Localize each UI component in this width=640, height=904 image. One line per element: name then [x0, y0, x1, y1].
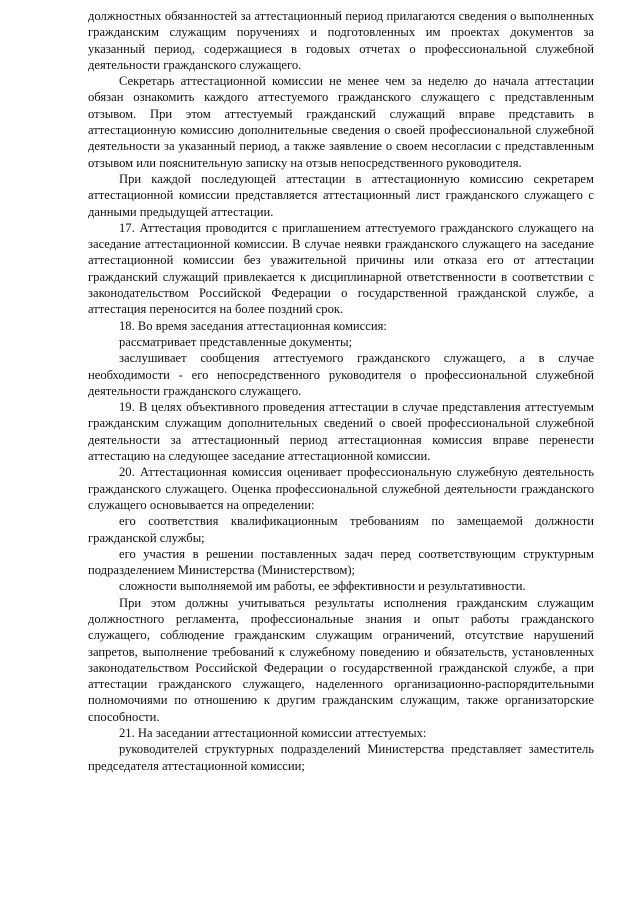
- paragraph-19: 19. В целях объективного проведения аттестации в случае представления аттестуемым гражданским служащим дополнительных сведений о своей профессиональной служебной деятельности за аттестационный период аттестационная комиссия вправе перенести аттестацию на следующее заседание аттестационной комиссии.: [88, 400, 594, 464]
- paragraph-18: 18. Во время заседания аттестационная комиссия:: [119, 318, 387, 333]
- paragraph-18-item-1: рассматривает представленные документы;: [119, 334, 353, 349]
- paragraph-20-item-1: его соответствия квалификационным требованиям по замещаемой должности гражданской службы;: [88, 514, 594, 545]
- paragraph-continuation: должностных обязанностей за аттестационный период прилагаются сведения о выполненных гражданским служащим поручениях и подготовленных им проектах документов за указанный период, содержащиеся в годовых отчетах о профессиональной служебной деятельности гражданского служащего.: [88, 9, 594, 72]
- paragraph-17: 17. Аттестация проводится с приглашением аттестуемого гражданского служащего на заседание аттестационной комиссии. В случае неявки гражданского служащего на заседание аттестационной комиссии без уважительной причины или отказа его от аттестации гражданский служащий привлекается к дисциплинарной ответственности в соответствии с законодательством Российской Федерации о государственной гражданской службе, а аттестация переносится на более поздний срок.: [88, 220, 594, 317]
- paragraph-20-item-2: его участия в решении поставленных задач перед соответствующим структурным подразделением Министерства (Министерством);: [88, 546, 594, 578]
- paragraph-18-item-2: заслушивает сообщения аттестуемого гражданского служащего, а в случае необходимости - его непосредственного руководителя о профессиональной служебной деятельности гражданского служащего.: [88, 351, 594, 398]
- paragraph-evaluation-criteria: При этом должны учитываться результаты исполнения гражданским служащим должностного регламента, профессиональные знания и опыт работы гражданского служащего, соблюдение гражданским служащим ограничений, отсутствие нарушений запретов, выполнение требований к служебному поведению и обязательств, установленных законодательством Российской Федерации о государственной гражданской службе, а при аттестации гражданского служащего, наделенного организационно-распорядительными полномочиями по отношению к другим гражданским служащим, также организаторские способности.: [88, 595, 594, 724]
- paragraph-previous-attestation: При каждой последующей аттестации в аттестационную комиссию секретарем аттестационной комиссии представляется аттестационный лист гражданского служащего с данными предыдущей аттестации.: [88, 171, 594, 219]
- paragraph-21-item-1: руководителей структурных подразделений Министерства представляет заместитель председателя аттестационной комиссии;: [88, 742, 594, 773]
- paragraph-secretary-review: Секретарь аттестационной комиссии не менее чем за неделю до начала аттестации обязан ознакомить каждого аттестуемого гражданского служащего с представленным отзывом. При этом аттестуемый гражданский служащий вправе представить в аттестационную комиссию дополнительные сведения о своей профессиональной служебной деятельности за указанный период, а также заявление о своем несогласии с представленным отзывом или пояснительную записку на отзыв непосредственного руководителя.: [88, 74, 594, 170]
- document-body: [88, 8, 594, 774]
- paragraph-20: 20. Аттестационная комиссия оценивает профессиональную служебную деятельность гражданского служащего. Оценка профессиональной служебной деятельности гражданского служащего основывается на определении:: [88, 465, 594, 512]
- paragraph-21: 21. На заседании аттестационной комиссии аттестуемых:: [119, 726, 427, 741]
- paragraph-20-item-3: сложности выполняемой им работы, ее эффективности и результативности.: [119, 579, 526, 594]
